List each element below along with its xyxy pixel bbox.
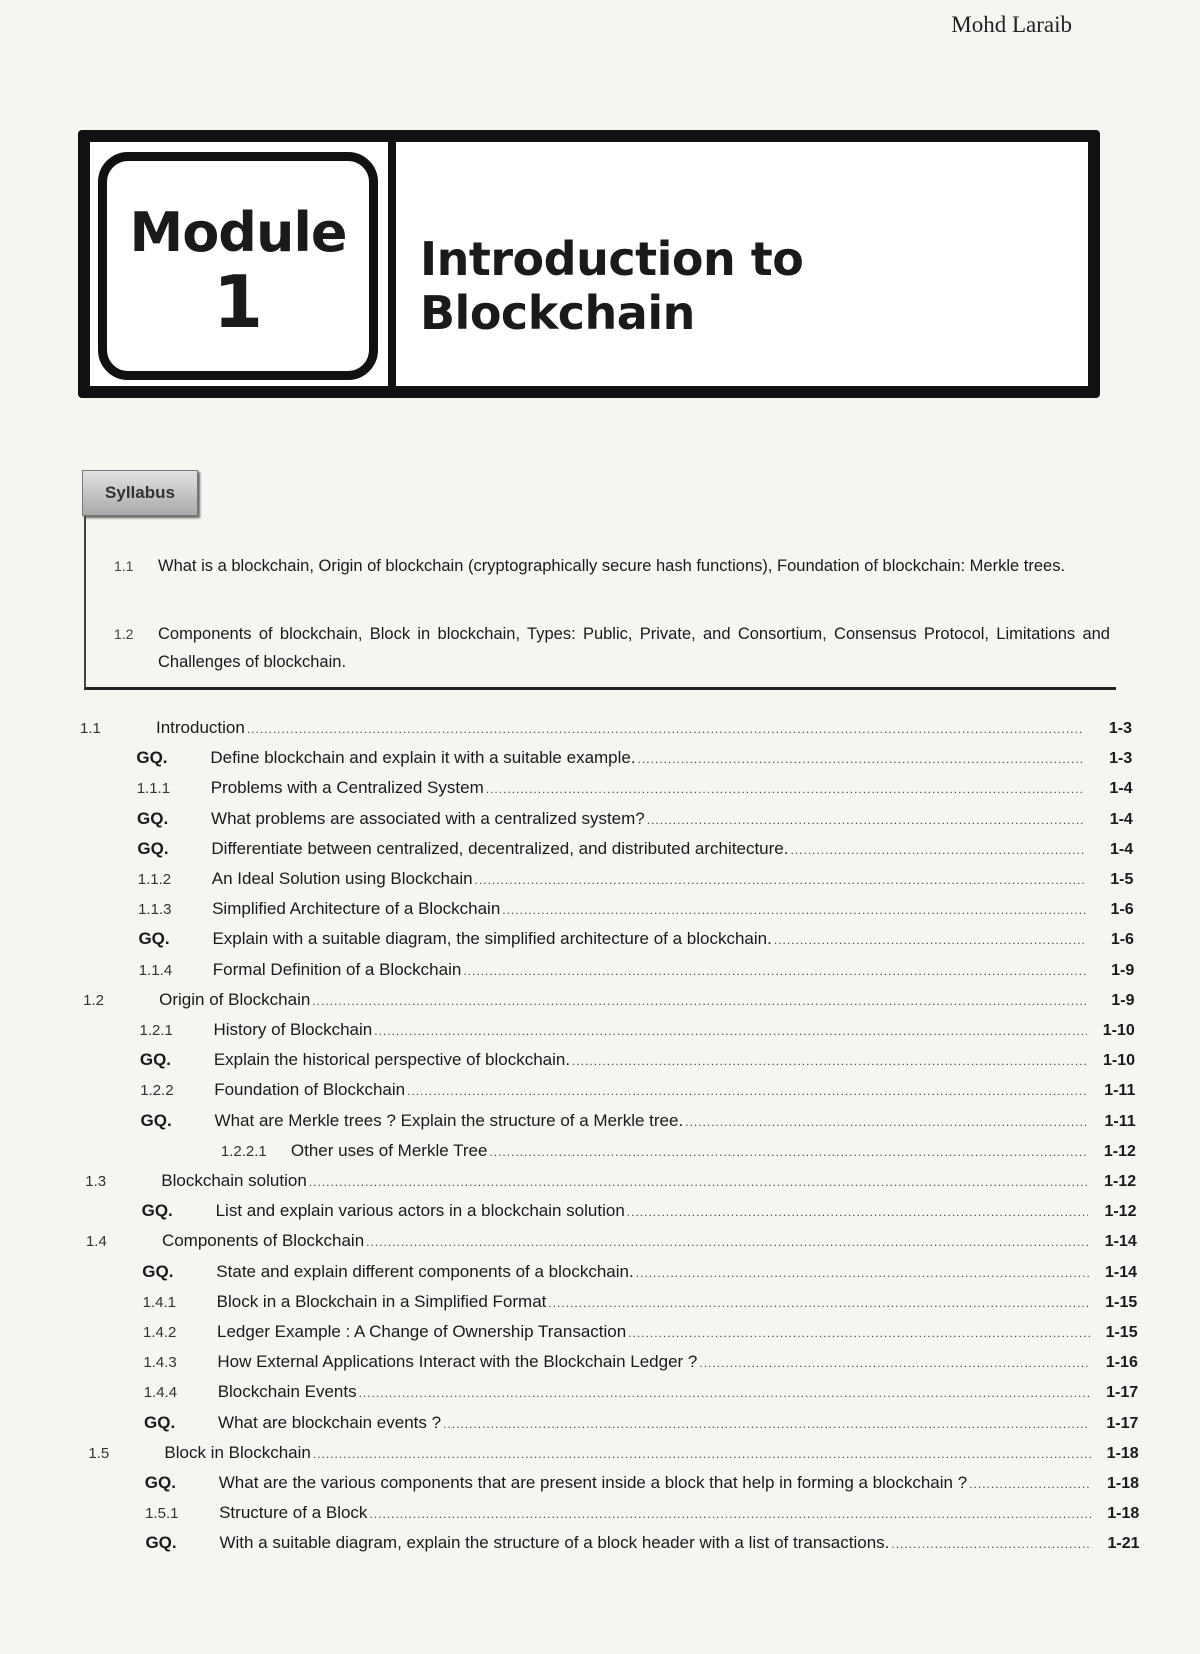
toc-page-number: 1-21 bbox=[1107, 1535, 1140, 1553]
toc-page-number: 1-3 bbox=[1108, 720, 1132, 737]
toc-entry-title: List and explain various actors in a blockchain solution bbox=[215, 1201, 625, 1221]
toc-entry bbox=[85, 1171, 1136, 1199]
toc-leader-dots bbox=[891, 1537, 1091, 1551]
toc-entry-title: Define blockchain and explain it with a suitable example. bbox=[210, 748, 636, 768]
toc-entry-title: Formal Definition of a Blockchain bbox=[212, 959, 462, 979]
toc-leader-dots bbox=[647, 813, 1085, 827]
toc-leader-dots bbox=[309, 1175, 1088, 1189]
syllabus-item-number: 1.1 bbox=[114, 558, 134, 574]
author-name: Mohd Laraib bbox=[951, 12, 1072, 37]
toc-page-number: 1-6 bbox=[1110, 931, 1134, 949]
toc-question-tag: GQ. bbox=[141, 1201, 173, 1221]
syllabus-item-text: Components of blockchain, Block in blockchain, Types: Public, Private, and Consortium, Consensus Protocol, Limitations and Challenges of blockchain. bbox=[158, 625, 1110, 671]
header-divider bbox=[388, 142, 396, 386]
toc-leader-dots bbox=[366, 1235, 1089, 1249]
toc-entry bbox=[85, 1141, 1136, 1169]
toc-entry-title: What problems are associated with a centralized system? bbox=[211, 808, 645, 828]
toc-page-number: 1-12 bbox=[1104, 1173, 1137, 1190]
toc-question-tag: GQ. bbox=[144, 1473, 176, 1492]
toc-entry-title: Differentiate between centralized, decentralized, and distributed architecture. bbox=[211, 838, 789, 858]
toc-leader-dots bbox=[486, 782, 1085, 796]
toc-entry-title: With a suitable diagram, explain the structure of a block header with a list of transactions. bbox=[219, 1533, 890, 1553]
toc-leader-dots bbox=[374, 1024, 1087, 1038]
toc-entry-title: Block in Blockchain bbox=[164, 1442, 311, 1462]
toc-entry bbox=[89, 1473, 1139, 1501]
toc-section-number: 1.5 bbox=[88, 1444, 110, 1462]
toc-subsection-number: 1.1.2 bbox=[137, 871, 172, 888]
toc-entry bbox=[84, 1020, 1135, 1048]
toc-entry-title: Explain the historical perspective of blockchain. bbox=[213, 1050, 571, 1070]
toc-leader-dots bbox=[475, 873, 1086, 887]
toc-entry bbox=[84, 1080, 1135, 1108]
toc-entry-title: Simplified Architecture of a Blockchain bbox=[212, 899, 501, 919]
toc-page-number: 1-4 bbox=[1109, 780, 1133, 798]
toc-entry-title: History of Blockchain bbox=[213, 1020, 373, 1039]
toc-page-number: 1-10 bbox=[1102, 1022, 1135, 1039]
toc-subsection-number: 1.1.4 bbox=[138, 961, 173, 979]
toc-leader-dots bbox=[407, 1084, 1087, 1098]
toc-entry bbox=[82, 899, 1134, 927]
module-number: 1 bbox=[212, 260, 264, 344]
toc-leader-dots bbox=[685, 1115, 1087, 1129]
toc-question-tag: GQ. bbox=[136, 748, 168, 768]
toc-page-number: 1-15 bbox=[1105, 1293, 1138, 1311]
toc-entry-title: What are blockchain events ? bbox=[218, 1412, 442, 1432]
toc-page-number: 1-14 bbox=[1105, 1263, 1138, 1281]
toc-question-tag: GQ. bbox=[142, 1261, 174, 1281]
toc-entry bbox=[80, 718, 1132, 746]
toc-leader-dots bbox=[489, 1145, 1087, 1159]
toc-page-number: 1-18 bbox=[1107, 1505, 1140, 1523]
toc-entry-title: What are Merkle trees ? Explain the structure of a Merkle tree. bbox=[214, 1110, 684, 1130]
toc-entry bbox=[88, 1443, 1138, 1471]
toc-entry bbox=[83, 990, 1134, 1018]
toc-leader-dots bbox=[790, 843, 1085, 857]
syllabus-item-number: 1.2 bbox=[114, 626, 134, 642]
toc-page-number: 1-4 bbox=[1109, 810, 1133, 828]
syllabus-item-text: What is a blockchain, Origin of blockchain (cryptographically secure hash functions), Foundation of blockchain: Merkle trees. bbox=[158, 557, 1066, 575]
toc-section-number: 1.4 bbox=[85, 1233, 107, 1251]
toc-leader-dots bbox=[572, 1054, 1087, 1068]
toc-leader-dots bbox=[699, 1356, 1089, 1370]
toc-entry bbox=[86, 1262, 1137, 1290]
toc-section-number: 1.2 bbox=[83, 991, 104, 1009]
toc-entry bbox=[82, 869, 1134, 897]
toc-subsection-number: 1.1.1 bbox=[136, 780, 171, 798]
toc-leader-dots bbox=[369, 1507, 1091, 1521]
toc-leader-dots bbox=[247, 722, 1084, 736]
toc-entry-title: How External Applications Interact with the Blockchain Ledger ? bbox=[217, 1352, 698, 1372]
toc-question-tag: GQ. bbox=[145, 1533, 177, 1553]
toc-question-tag: GQ. bbox=[140, 1110, 172, 1130]
toc-entry-title: Structure of a Block bbox=[219, 1503, 368, 1523]
toc-page-number: 1-15 bbox=[1105, 1324, 1138, 1341]
toc-leader-dots bbox=[627, 1205, 1089, 1219]
toc-entry bbox=[81, 778, 1133, 806]
module-header bbox=[78, 130, 1100, 398]
toc-page-number: 1-16 bbox=[1105, 1354, 1138, 1372]
toc-entry-title: Components of Blockchain bbox=[161, 1231, 365, 1251]
toc-entry bbox=[87, 1322, 1138, 1350]
toc-page-number: 1-4 bbox=[1109, 840, 1134, 858]
toc-leader-dots bbox=[774, 933, 1086, 947]
toc-page-number: 1-12 bbox=[1104, 1203, 1137, 1221]
toc-question-tag: GQ. bbox=[139, 1050, 172, 1070]
toc-question-tag: GQ. bbox=[137, 808, 169, 828]
toc-leader-dots bbox=[313, 1447, 1091, 1461]
toc-entry-title: Problems with a Centralized System bbox=[210, 778, 484, 798]
toc-page-number: 1-3 bbox=[1109, 750, 1133, 768]
toc-subsection-number: 1.1.3 bbox=[138, 901, 172, 919]
syllabus-label: Syllabus bbox=[82, 470, 198, 516]
toc-page-number: 1-17 bbox=[1106, 1384, 1139, 1402]
toc-subsection-number: 1.2.2 bbox=[140, 1082, 174, 1100]
toc-entry bbox=[83, 960, 1134, 988]
toc-leader-dots bbox=[638, 752, 1085, 766]
toc-entry-title: Ledger Example : A Change of Ownership Transaction bbox=[217, 1322, 627, 1341]
toc-page-number: 1-5 bbox=[1110, 871, 1134, 888]
toc-leader-dots bbox=[636, 1266, 1089, 1280]
toc-leader-dots bbox=[463, 964, 1086, 978]
toc-subsubsection-number: 1.2.2.1 bbox=[220, 1142, 267, 1160]
toc-entry bbox=[88, 1382, 1138, 1410]
toc-entry bbox=[89, 1503, 1139, 1531]
toc-entry bbox=[88, 1413, 1138, 1441]
toc-entry-title: What are the various components that are present inside a block that help in forming a blockchain ? bbox=[218, 1473, 968, 1492]
chapter-title: Introduction to Blockchain bbox=[420, 232, 804, 340]
toc-subsection-number: 1.2.1 bbox=[139, 1022, 173, 1039]
toc-entry bbox=[81, 839, 1133, 867]
toc-entry bbox=[86, 1231, 1137, 1259]
toc-page-number: 1-9 bbox=[1111, 961, 1135, 979]
toc-page-number: 1-6 bbox=[1110, 901, 1134, 919]
toc-entry-title: Block in a Blockchain in a Simplified Format bbox=[216, 1291, 547, 1311]
toc-section-number: 1.3 bbox=[85, 1173, 107, 1190]
toc-entry-title: Blockchain solution bbox=[161, 1171, 307, 1190]
toc-entry-title: Blockchain Events bbox=[217, 1382, 357, 1402]
toc-entry bbox=[81, 809, 1133, 837]
toc-subsection-number: 1.4.3 bbox=[143, 1354, 177, 1372]
toc-page-number: 1-18 bbox=[1106, 1444, 1139, 1462]
toc-page-number: 1-17 bbox=[1106, 1414, 1139, 1432]
toc-entry bbox=[87, 1352, 1138, 1380]
toc-question-tag: GQ. bbox=[144, 1412, 176, 1432]
toc-leader-dots bbox=[359, 1386, 1091, 1400]
toc-entry-title: Foundation of Blockchain bbox=[214, 1080, 406, 1100]
toc-entry bbox=[82, 929, 1134, 957]
toc-page-number: 1-14 bbox=[1104, 1233, 1137, 1251]
toc-entry bbox=[84, 1050, 1135, 1078]
toc-leader-dots bbox=[969, 1477, 1091, 1491]
toc-question-tag: GQ. bbox=[138, 929, 170, 949]
toc-entry-title: Explain with a suitable diagram, the simplified architecture of a blockchain. bbox=[212, 929, 772, 949]
toc-question-tag: GQ. bbox=[137, 838, 169, 858]
toc-page-number: 1-10 bbox=[1103, 1052, 1136, 1070]
toc-entry-title: An Ideal Solution using Blockchain bbox=[211, 869, 473, 888]
toc-entry-title: Other uses of Merkle Tree bbox=[290, 1140, 488, 1160]
toc-entry-title: State and explain different components of a blockchain. bbox=[216, 1261, 634, 1281]
toc-leader-dots bbox=[502, 903, 1085, 917]
module-word: Module bbox=[129, 201, 347, 264]
toc-subsection-number: 1.4.4 bbox=[143, 1384, 178, 1402]
toc-subsection-number: 1.5.1 bbox=[145, 1505, 179, 1523]
toc-entry-title: Origin of Blockchain bbox=[159, 989, 311, 1009]
toc-entry bbox=[86, 1201, 1137, 1229]
toc-subsection-number: 1.4.2 bbox=[143, 1324, 177, 1341]
toc-entry bbox=[89, 1533, 1139, 1561]
toc-entry bbox=[87, 1292, 1138, 1320]
toc-leader-dots bbox=[443, 1417, 1090, 1431]
toc-subsection-number: 1.4.1 bbox=[142, 1293, 177, 1311]
toc-page-number: 1-11 bbox=[1104, 1112, 1136, 1130]
toc-page-number: 1-12 bbox=[1103, 1142, 1136, 1160]
toc-leader-dots bbox=[548, 1296, 1089, 1310]
toc-entry-title: Introduction bbox=[156, 718, 245, 737]
toc-page-number: 1-18 bbox=[1106, 1475, 1139, 1492]
toc-leader-dots bbox=[628, 1326, 1089, 1340]
toc-entry bbox=[85, 1111, 1136, 1139]
toc-page-number: 1-11 bbox=[1104, 1082, 1136, 1100]
toc-page-number: 1-9 bbox=[1111, 991, 1135, 1009]
toc-entry bbox=[80, 748, 1132, 776]
module-badge bbox=[98, 152, 378, 380]
toc-section-number: 1.1 bbox=[80, 720, 101, 737]
toc-leader-dots bbox=[312, 994, 1086, 1008]
